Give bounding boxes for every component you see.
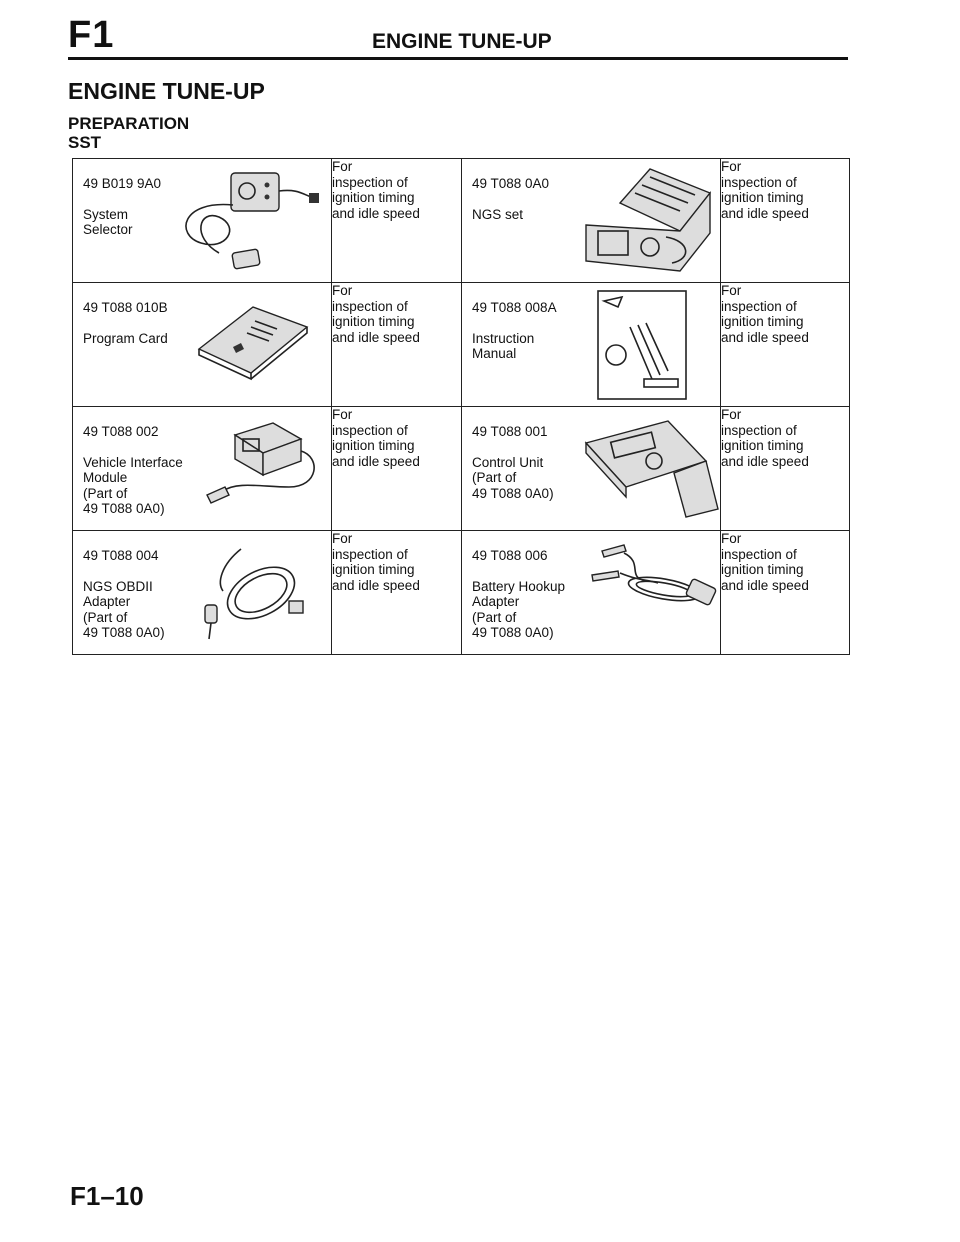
- header-section-title: ENGINE TUNE-UP: [372, 30, 552, 53]
- tool-purpose: For inspection of ignition timing and idle speed: [332, 283, 462, 407]
- tool-purpose: For inspection of ignition timing and idle speed: [721, 531, 850, 655]
- program-card-icon: [193, 301, 313, 381]
- tool-cell: [73, 159, 332, 283]
- tool-purpose: For inspection of ignition timing and idle speed: [721, 407, 850, 531]
- page-title: ENGINE TUNE-UP: [68, 78, 265, 104]
- tool-purpose: For inspection of ignition timing and idle speed: [332, 159, 462, 283]
- tool-number: 49 T088 001: [472, 424, 548, 439]
- tool-cell: [462, 407, 721, 531]
- tool-purpose: For inspection of ignition timing and idle speed: [332, 407, 462, 531]
- tool-cell: [462, 159, 721, 283]
- table-row: [73, 283, 850, 407]
- tool-name: Battery Hookup Adapter (Part of 49 T088 0A0): [472, 578, 566, 640]
- tool-cell: [462, 531, 721, 655]
- tool-number: 49 T088 010B: [83, 300, 168, 315]
- tool-purpose: For inspection of ignition timing and idle speed: [721, 283, 850, 407]
- table-row: [73, 531, 850, 655]
- table-row: [73, 407, 850, 531]
- tool-purpose: For inspection of ignition timing and idle speed: [721, 159, 850, 283]
- header-rule: [68, 57, 848, 60]
- control-unit-icon: [578, 413, 723, 523]
- vehicle-interface-module-icon: [193, 417, 323, 517]
- tool-name: Program Card: [83, 330, 168, 346]
- preparation-heading: PREPARATION: [68, 114, 190, 133]
- tool-number: 49 T088 008A: [472, 300, 557, 315]
- tool-name: Control Unit (Part of 49 T088 0A0): [472, 454, 554, 501]
- table-row: [73, 159, 850, 283]
- tool-cell: [73, 407, 332, 531]
- tool-name: System Selector: [83, 206, 133, 237]
- sst-heading: SST: [68, 133, 102, 152]
- tool-number: 49 T088 0A0: [472, 176, 550, 191]
- tool-name: NGS set: [472, 206, 524, 222]
- header-section-code: F1: [68, 14, 115, 56]
- tool-name: Vehicle Interface Module (Part of 49 T088 0A0): [83, 454, 183, 516]
- ngs-set-case-icon: [580, 163, 720, 278]
- battery-hookup-clamps-icon: [584, 539, 719, 639]
- tool-number: 49 T088 002: [83, 424, 159, 439]
- tool-cell: [73, 283, 332, 407]
- tool-number: 49 T088 006: [472, 548, 548, 563]
- tool-cell: [462, 283, 721, 407]
- tool-name: Instruction Manual: [472, 330, 535, 361]
- tool-number: 49 B019 9A0: [83, 176, 162, 191]
- system-selector-icon: [171, 165, 321, 275]
- sst-table: [72, 158, 850, 655]
- instruction-manual-icon: [592, 287, 692, 402]
- obdii-adapter-cable-icon: [191, 539, 311, 647]
- page-number: F1–10: [70, 1181, 144, 1211]
- tool-number: 49 T088 004: [83, 548, 159, 563]
- tool-cell: [73, 531, 332, 655]
- tool-purpose: For inspection of ignition timing and idle speed: [332, 531, 462, 655]
- tool-name: NGS OBDII Adapter (Part of 49 T088 0A0): [83, 578, 165, 640]
